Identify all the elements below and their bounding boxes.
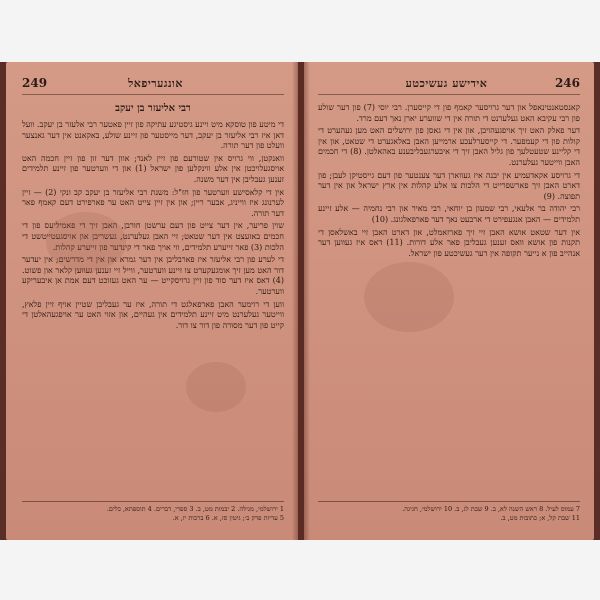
page-number: 246 bbox=[554, 76, 580, 90]
paragraph: קאנסטאנטינאפל און דער גרויסער קאמף פון די קייסערן. רבי יוסי (7) פון דער שולע פון רבי עקיבא האט געלערנט די תורה אין די שווערע יארן נאך דעם מרד. bbox=[318, 103, 581, 123]
left-page bbox=[6, 62, 298, 540]
book-gutter bbox=[292, 62, 310, 540]
running-head bbox=[318, 76, 580, 95]
paper-stain bbox=[46, 212, 126, 272]
running-title: אונגעריפאל bbox=[128, 77, 183, 90]
running-head bbox=[22, 76, 284, 95]
paper-stain bbox=[364, 262, 454, 332]
footnotes bbox=[22, 501, 284, 522]
paragraph: ווען די רוימער האבן פארפאלגט די תורה, איז ער געבליבן שטיין אויף זיין פלאץ, ווייטער געלערנט מיט זיינע תלמידים אין געהיים, און אזוי האט ער אויפגעהאלטן די קייט פון דער מסורה פון דור צו דור. bbox=[22, 299, 284, 330]
paragraph: אין די קלאסישע ווערטער פון חז"ל: משנת רבי אליעזר בן יעקב קב ונקי (2) — זיין לערנונג איז ווייניג, אבער ריין; און אין זיין צייט האט ער פארפירט דעם קאמף פאר דער תורה. bbox=[22, 187, 285, 218]
open-book bbox=[0, 62, 600, 540]
paragraph: די מיטע פון טוסקא מיט ויינע גיסטיגע עתיקה פון זיין פאטער רבי אלעזר בן יעקב. וועל דאן איז רבי אליעזר בן יעקב, דער מייסטער פון זיינע שולע, באקאנט אין דער גאנצער וועלט פון דער תורה. bbox=[22, 120, 284, 151]
footnote: 11 שבת קל, א; כתובות מט, ב. bbox=[500, 513, 580, 522]
chapter-subhead: רבי אליעזר בן יעקב bbox=[115, 103, 191, 114]
paragraph: דער פאלק האט זיך אויפגעהויבן, און אין די גאסן פון ירושלים האט מען געהערט די קולות פון די קעמפער. די קייסערלעכע ארמייען האבן באלאגערט די שטאט, און אין די קליינע שטעטלעך פון גליל האבן זיך די איבערגעבליבענע באהאלטן. (8) די חכמים האבן ווייטער געלערנט. bbox=[318, 126, 580, 167]
footnote: 1 ירושלמי, מגילה. 2 יבמות מט, ב. 3 ספרי, דברים. 4 תוספתא, כלים. bbox=[106, 505, 284, 513]
paragraph: רבי יהודה בר אלעאי, רבי שמעון בן יוחאי, רבי מאיר און רבי נחמיה — אלע זיינע תלמידים — האבן אנגעפירט די ארבעט נאך דער פארפאלגונג. (10) bbox=[318, 204, 580, 224]
footnote: 7 עמוס לעיל. 8 ראש השנה לא, ב. 9 שבת לג, ב. 10 ירושלמי, חגיגה. bbox=[402, 505, 580, 513]
footnotes bbox=[318, 501, 580, 522]
running-title: אידישע געשיכטע bbox=[405, 77, 488, 90]
paragraph: אין דער שטאט אושא האבן זיי זיך פארזאמלט, און דארט האבן זיי באשלאסן די תקנות פון אושא וואס זענען געבליבן פאר אלע דורות. (11) דאס איז געווען דער אנהייב פון א נייער תקופה אין דער געשיכטע פון ישראל. bbox=[318, 227, 580, 258]
page-number: 249 bbox=[22, 76, 48, 90]
right-page bbox=[304, 62, 594, 540]
paragraph: די לערע פון רבי אליעזר איז פארבליבן אין דער גמרא און אין די מדרשים; אין יעדער דור האט מען זיך אומגעקערט צו זיינע ווערטער, ווייל זיי זענען געווען קלאר און פשוט. (4) דאס איז דער סוד פון זיין גרויסקייט — ער האט געזוכט דעם אמת אן איבעריקע ווערטער. bbox=[22, 255, 284, 296]
paragraph: שוין פריער, אין דער צייט פון דעם ערשטן חורבן, האבן זיך די פאמיליעס פון די חכמים באזעצט אין דער שטאט; זיי האבן געלערנט, געשריבן און אויסגעטייטשט די הלכות (3) פאר זייערע תלמידים, ווי אויך פאר די קינדער פון זייערע קהלות. bbox=[22, 221, 284, 252]
paper-stain bbox=[186, 362, 246, 412]
paragraph: וואנקטן, ווי גרויס אין שטורעם פון זיין לאנד; אוון דער זון פון זיין חכמה האט אויסגעלויכטן אין אלע ווינקלען פון ישראל (1) און די ווערטער פון זיינע תלמידים זענען געבליבן אין דער משנה. bbox=[22, 153, 284, 184]
body-text bbox=[318, 103, 580, 259]
footnote: 5 עדיות פרק ב׳; גיטין סז, א. 6 ברכות יז, א. bbox=[172, 513, 284, 522]
paragraph: די גרויסע אקאדעמיע אין יבנה איז געווארן דער צענטער פון דעם גייסטיקן לעבן; פון דארט האבן זיך פארשפרייט די הלכות צו אלע קהלות אין ארץ ישראל און אין דער תפוצה. (9) bbox=[318, 170, 580, 201]
